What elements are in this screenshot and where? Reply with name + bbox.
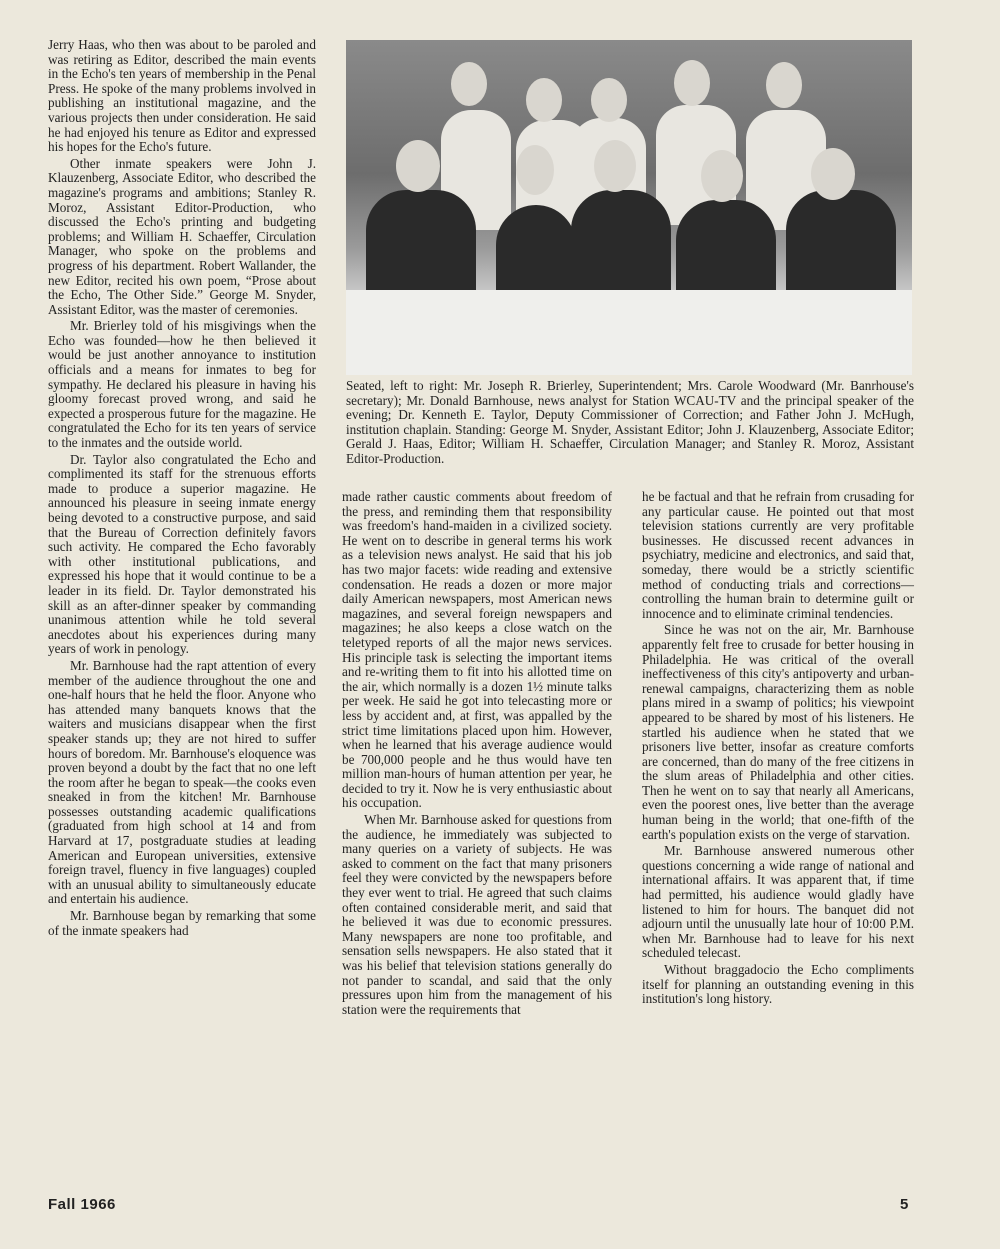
paragraph: Since he was not on the air, Mr. Barnhouse apparently felt free to crusade for better housing in Philadelphia. He was critical of the overall ineffectiveness of this city's antipoverty and urban-renewal campaigns, characterizing them as noble plans mired in a swamp of politics; his viewpoint appeared to be shared by most of his listeners. He startled his audience when he stated that we prisoners live better, insofar as creature comforts are concerned, than do many of the free citizens in the slum areas of Philadelphia and other cities. Then he went on to say that nearly all Americans, even the poorest ones, live better than the average human being in the world; that one-fifth of the earth's population exists on the verge of starvation. — [642, 622, 914, 842]
paragraph: made rather caustic comments about freedom of the press, and reminding them that responsibility was freedom's hand-maiden in a civilized society. He went on to describe in general terms his work as a television news analyst. He said that his job has two major facets: wide reading and extensive condensation. He reads a dozen or more major daily American newspapers, most American news magazines, and several foreign newspapers and magazines; he also keeps a close watch on the teletyped reports of all the major news services. His principle task is selecting the important items and re-writing them to fit into his allotted time on the air, which normally is a dozen 1½ minute talks per week. He said he got into telecasting more or less by accident and, at first, was appalled by the strict time limitations placed upon him. However, when he learned that his average audience would be 700,000 people and he thus would have ten million man-hours of human attention per year, he decided to try it. Now he is very enthusiastic about his occupation. — [342, 489, 612, 811]
issue-label: Fall 1966 — [48, 1196, 116, 1213]
article-column-middle — [342, 490, 612, 1019]
paragraph: Without braggadocio the Echo compliments itself for planning an outstanding evening in this institution's long history. — [642, 962, 914, 1007]
paragraph: When Mr. Barnhouse asked for questions from the audience, he immediately was subjected to many queries on a variety of subjects. He was asked to comment on the fact that many prisoners feel they were convicted by the newspapers before they ever went to trial. He agreed that such claims often contained considerable merit, and said that he believed it was due to economic pressures. Many newspapers are none too profitable, and sensation sells newspapers. He also stated that it was his belief that television stations generally do not pander to scandal, and said that the only pressures upon him from the management of his station were the requirements that — [342, 812, 612, 1017]
paragraph: Dr. Taylor also congratulated the Echo and complimented its staff for the strenuous efforts made to produce a superior magazine. He announced his pleasure in seeing inmate energy being devoted to a constructive purpose, and said that the Bureau of Correction definitely favors such activity. He compared the Echo favorably with other institutional publications, and expressed his hope that it would continue to be a leader in its field. Dr. Taylor demonstrated his skill as an after-dinner speaker by commanding unanimous attention while he told several anecdotes about his experiences during many years of work in penology. — [48, 451, 316, 657]
photo-caption: Seated, left to right: Mr. Joseph R. Brierley, Superintendent; Mrs. Carole Woodward (Mr. Banrhouse's secretary); Mr. Donald Barnhouse, news analyst for Station WCAU-TV and the principal speaker of the evening; Dr. Kenneth E. Taylor, Deputy Commissioner of Correction; and Father John J. McHugh, institution chaplain. Standing: George M. Snyder, Assistant Editor; John J. Klauzenberg, Associate Editor; Gerald J. Haas, Editor; William H. Schaeffer, Circulation Manager; and Stanley R. Moroz, Assistant Editor-Production. — [346, 378, 914, 466]
paragraph: Mr. Barnhouse began by remarking that some of the inmate speakers had — [48, 908, 316, 938]
article-column-left — [48, 38, 316, 940]
paragraph: Other inmate speakers were John J. Klauzenberg, Associate Editor, who described the magazine's programs and ambitions; Stanley R. Moroz, Assistant Editor-Production, who discussed the Echo's printing and budgeting problems; and William H. Schaeffer, Circulation Manager, who spoke on the problems and progress of his department. Robert Wallander, the new Editor, recited his own poem, “Prose about the Echo, The Other Side.” George M. Snyder, Assistant Editor, was the master of ceremonies. — [48, 155, 316, 317]
page-number: 5 — [900, 1196, 909, 1213]
paragraph: Mr. Barnhouse had the rapt attention of every member of the audience throughout the one and one-half hours that he held the floor. Anyone who has attended many banquets knows that the waiters and musicians disappear when the first speaker stands up; they are not hired to suffer hours of boredom. Mr. Barnhouse's eloquence was proven beyond a doubt by the fact that no one left the room after he began to speak—the cooks even sneaked in from the kitchen! Mr. Barnhouse possesses outstanding academic qualifications (graduated from high school at 14 and from Harvard at 17, postgraduate studies at leading American and European universities, extensive foreign travel, fluency in five languages) coupled with an unusual ability to simultaneously educate and entertain his audience. — [48, 657, 316, 907]
paragraph: Mr. Barnhouse answered numerous other questions concerning a wide range of national and international affairs. It was apparent that, if time had permitted, his audience would gladly have listened to him for hours. The banquet did not adjourn until the unusually late hour of 10:00 P.M. when Mr. Barnhouse had to leave for his next scheduled telecast. — [642, 843, 914, 961]
paragraph: Jerry Haas, who then was about to be paroled and was retiring as Editor, described the main events in the Echo's ten years of membership in the Penal Press. He spoke of the many problems involved in publishing an institutional magazine, and the various projects then under consideration. He said he had enjoyed his tenure as Editor and expressed his hopes for the Echo's future. — [48, 37, 316, 155]
paragraph: Mr. Brierley told of his misgivings when the Echo was founded—how he then believed it would be just another annoyance to institution officials and a means for inmates to beg for sympathy. He declared his pleasure in having his gloomy forecast proved wrong, and said he expected a prosperous future for the magazine. He congratulated the Echo for its ten years of service to the inmates and the outside world. — [48, 318, 316, 451]
paragraph: he be factual and that he refrain from crusading for any particular cause. He pointed out that most television stations currently are very profitable businesses. He discussed recent advances in psychiatry, medicine and electronics, and said that, someday, there would be a strictly scientific method of conducting trials and corrections—controlling the human brain to determine guilt or innocence and to eliminate criminal tendencies. — [642, 489, 914, 621]
banquet-photo — [346, 40, 912, 375]
article-column-right — [642, 490, 914, 1009]
